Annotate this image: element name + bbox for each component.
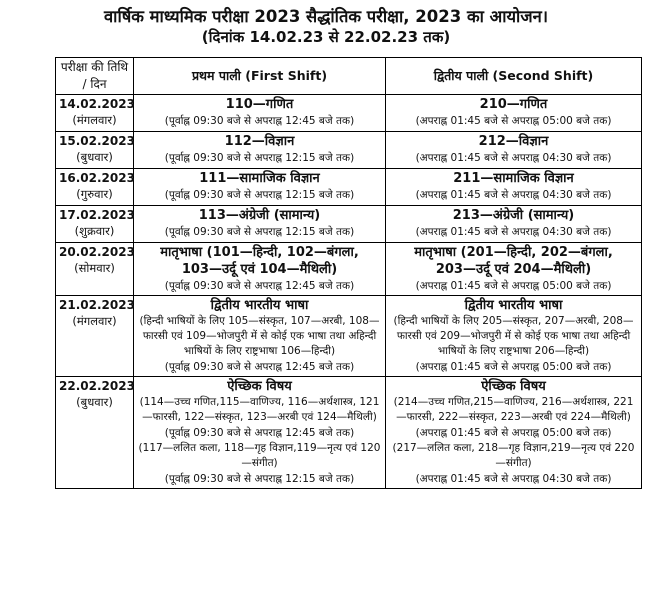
exam-date: 16.02.2023 bbox=[59, 171, 135, 185]
date-range-subtitle: (दिनांक 14.02.23 से 22.02.23 तक) bbox=[201, 28, 451, 46]
first-shift-cell bbox=[134, 243, 386, 296]
subject-note: (हिन्दी भाषियों के लिए 205—संस्कृत, 207—अरबी, 208—फारसी एवं 209—भोजपुरी में से कोई एक भाषा तथा अहिन्दी भाषियों के लिए राष्ट्रभाषा 206—हिन्दी) bbox=[393, 315, 634, 357]
table-row bbox=[56, 243, 642, 296]
subject: ऐच्छिक विषय bbox=[227, 379, 292, 394]
table-row bbox=[56, 296, 642, 377]
first-shift-cell bbox=[134, 296, 386, 377]
subject: 113—अंग्रेजी (सामान्य) bbox=[198, 208, 321, 223]
time: (अपराह्न 01:45 बजे से अपराह्न 05:00 बजे तक) bbox=[415, 280, 612, 292]
second-shift-cell bbox=[386, 206, 642, 243]
subject: 213—अंग्रेजी (सामान्य) bbox=[452, 208, 575, 223]
table-row bbox=[56, 132, 642, 169]
exam-day: (बुधवार) bbox=[76, 395, 113, 409]
exam-schedule-table bbox=[55, 57, 642, 489]
subject: 111—सामाजिक विज्ञान bbox=[199, 171, 320, 186]
time: (पूर्वाह्न 09:30 बजे से अपराह्न 12:15 बजे तक) bbox=[164, 152, 355, 164]
exam-day: (बुधवार) bbox=[76, 150, 113, 164]
table-header-row bbox=[56, 58, 642, 95]
time: (अपराह्न 01:45 बजे से अपराह्न 04:30 बजे तक) bbox=[415, 226, 612, 238]
subject: द्वितीय भारतीय भाषा bbox=[210, 298, 309, 313]
subject: ऐच्छिक विषय bbox=[481, 379, 546, 394]
time: (अपराह्न 01:45 बजे से अपराह्न 05:00 बजे तक) bbox=[415, 427, 612, 439]
exam-date: 17.02.2023 bbox=[59, 208, 135, 222]
first-shift-cell bbox=[134, 206, 386, 243]
subject-note: (217—ललित कला, 218—गृह विज्ञान,219—नृत्य एवं 220—संगीत) bbox=[392, 442, 635, 469]
exam-date: 15.02.2023 bbox=[59, 134, 135, 148]
exam-date: 22.02.2023 bbox=[59, 379, 135, 393]
time: (पूर्वाह्न 09:30 बजे से अपराह्न 12:45 बजे तक) bbox=[164, 361, 355, 373]
subject-note: (214—उच्च गणित,215—वाणिज्य, 216—अर्थशास्त्र, 221—फारसी, 222—संस्कृत, 223—अरबी एवं 224—मैथिली) bbox=[393, 396, 634, 423]
date-cell bbox=[56, 132, 134, 169]
date-cell bbox=[56, 206, 134, 243]
second-shift-column-header: द्वितीय पाली (Second Shift) bbox=[386, 58, 642, 95]
date-cell bbox=[56, 95, 134, 132]
subject: 112—विज्ञान bbox=[224, 134, 295, 149]
subject-note: (114—उच्च गणित,115—वाणिज्य, 116—अर्थशास्त्र, 121—फारसी, 122—संस्कृत, 123—अरबी एवं 124—मैथिली) bbox=[139, 396, 380, 423]
time: (पूर्वाह्न 09:30 बजे से अपराह्न 12:45 बजे तक) bbox=[164, 280, 355, 292]
second-shift-cell bbox=[386, 132, 642, 169]
time: (पूर्वाह्न 09:30 बजे से अपराह्न 12:15 बजे तक) bbox=[164, 473, 355, 485]
subject-note: (117—ललित कला, 118—गृह विज्ञान,119—नृत्य एवं 120—संगीत) bbox=[138, 442, 381, 469]
exam-date: 14.02.2023 bbox=[59, 97, 135, 111]
date-cell bbox=[56, 296, 134, 377]
first-shift-cell bbox=[134, 132, 386, 169]
subject-note: (हिन्दी भाषियों के लिए 105—संस्कृत, 107—अरबी, 108—फारसी एवं 109—भोजपुरी में से कोई एक भाषा तथा अहिन्दी भाषियों के लिए राष्ट्रभाषा 106—हिन्दी) bbox=[139, 315, 380, 357]
subject: 203—उर्दू एवं 204—मैथिली) bbox=[435, 262, 592, 277]
time: (पूर्वाह्न 09:30 बजे से अपराह्न 12:45 बजे तक) bbox=[164, 427, 355, 439]
second-shift-cell bbox=[386, 169, 642, 206]
table-row bbox=[56, 377, 642, 489]
subject: 103—उर्दू एवं 104—मैथिली) bbox=[181, 262, 338, 277]
exam-date: 20.02.2023 bbox=[59, 245, 135, 259]
document-header bbox=[0, 0, 652, 48]
second-shift-cell bbox=[386, 377, 642, 489]
table-row bbox=[56, 95, 642, 132]
subject: 210—गणित bbox=[479, 97, 548, 112]
subject: द्वितीय भारतीय भाषा bbox=[464, 298, 563, 313]
time: (पूर्वाह्न 09:30 बजे से अपराह्न 12:15 बजे तक) bbox=[164, 226, 355, 238]
subject: मातृभाषा (201—हिन्दी, 202—बंगला, bbox=[414, 245, 613, 260]
subject: 110—गणित bbox=[225, 97, 294, 112]
time: (अपराह्न 01:45 बजे से अपराह्न 05:00 बजे तक) bbox=[415, 115, 612, 127]
time: (अपराह्न 01:45 बजे से अपराह्न 04:30 बजे तक) bbox=[415, 152, 612, 164]
first-shift-column-header: प्रथम पाली (First Shift) bbox=[134, 58, 386, 95]
subject: 212—विज्ञान bbox=[478, 134, 549, 149]
time: (पूर्वाह्न 09:30 बजे से अपराह्न 12:15 बजे तक) bbox=[164, 189, 355, 201]
exam-day: (शुक्रवार) bbox=[74, 224, 115, 238]
exam-day: (मंगलवार) bbox=[72, 113, 117, 127]
time: (अपराह्न 01:45 बजे से अपराह्न 04:30 बजे तक) bbox=[415, 473, 612, 485]
date-cell bbox=[56, 377, 134, 489]
table-row bbox=[56, 206, 642, 243]
first-shift-cell bbox=[134, 95, 386, 132]
time: (अपराह्न 01:45 बजे से अपराह्न 05:00 बजे तक) bbox=[415, 361, 612, 373]
second-shift-cell bbox=[386, 95, 642, 132]
second-shift-cell bbox=[386, 296, 642, 377]
second-shift-cell bbox=[386, 243, 642, 296]
page-title: वार्षिक माध्यमिक परीक्षा 2023 सैद्धांतिक परीक्षा, 2023 का आयोजन। bbox=[104, 7, 548, 26]
date-cell bbox=[56, 169, 134, 206]
first-shift-cell bbox=[134, 169, 386, 206]
exam-day: (गुरुवार) bbox=[76, 187, 113, 201]
time: (अपराह्न 01:45 बजे से अपराह्न 04:30 बजे तक) bbox=[415, 189, 612, 201]
exam-date: 21.02.2023 bbox=[59, 298, 135, 312]
exam-day: (मंगलवार) bbox=[72, 314, 117, 328]
first-shift-cell bbox=[134, 377, 386, 489]
exam-day: (सोमवार) bbox=[74, 261, 115, 275]
date-column-header: परीक्षा की तिथि / दिन bbox=[56, 58, 134, 95]
subject: मातृभाषा (101—हिन्दी, 102—बंगला, bbox=[160, 245, 359, 260]
subject: 211—सामाजिक विज्ञान bbox=[453, 171, 574, 186]
time: (पूर्वाह्न 09:30 बजे से अपराह्न 12:45 बजे तक) bbox=[164, 115, 355, 127]
date-cell bbox=[56, 243, 134, 296]
table-row bbox=[56, 169, 642, 206]
